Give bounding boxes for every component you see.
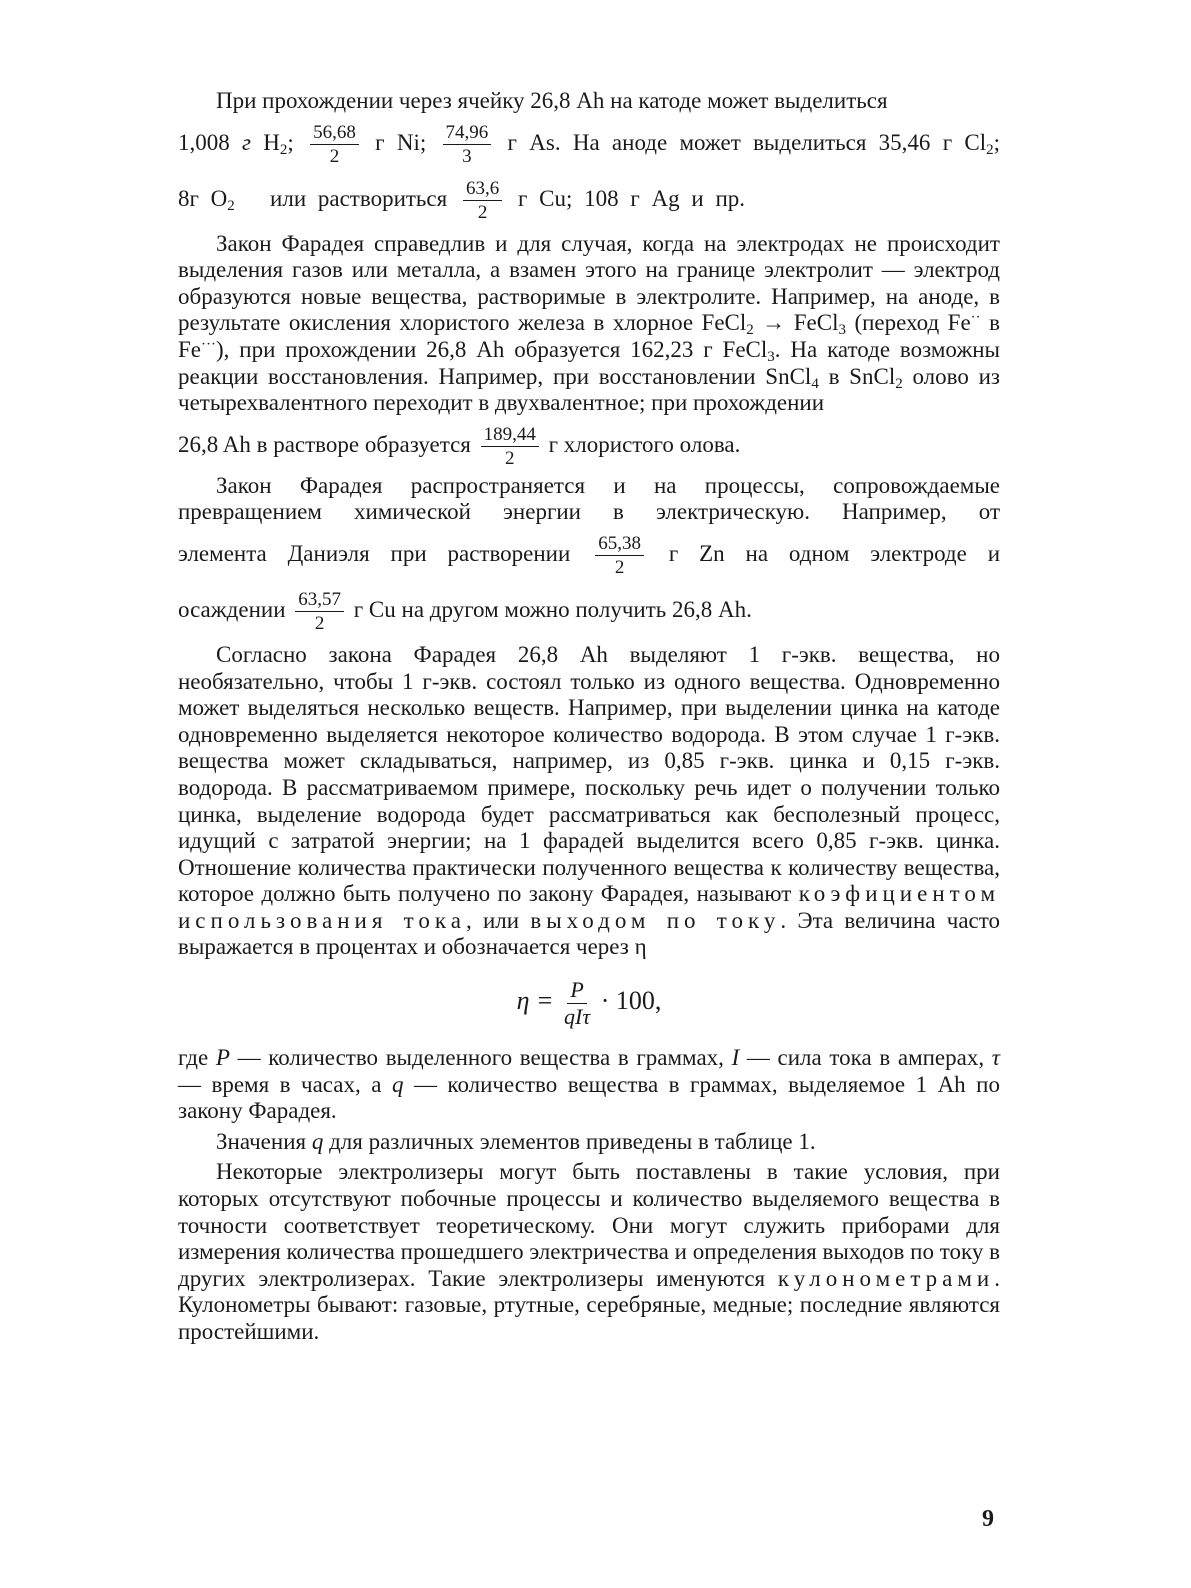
body-text [178,88,1000,1346]
superscript: ·· [970,309,981,326]
fraction-denominator: 2 [329,145,340,167]
paragraph-2 [178,231,1000,417]
paragraph-6 [178,1129,1000,1156]
fraction-numerator: P [567,979,586,1004]
fraction-denominator: 2 [505,447,515,469]
formula-rhs: · 100, [600,986,662,1016]
efficiency-formula [178,971,1000,1031]
fraction-cu-deposit [295,590,344,633]
fraction-denominator: 3 [462,145,472,167]
paragraph-3-line-4 [178,582,1000,638]
text-run: в SnCl [818,363,896,389]
subscript: 4 [811,375,819,392]
text-run: осаждении [178,596,286,622]
fraction-numerator: 56,68 [310,123,359,145]
term-coulometers: кулонометрами [777,1265,995,1291]
fraction-ni [310,123,359,166]
fraction-numerator: 63,6 [463,179,502,201]
paragraph-1-line-1: При прохождении через ячейку 26,8 Ah на катоде может выделиться [216,88,888,113]
fraction-numerator: 189,44 [481,425,539,447]
text-run: (переход Fe [845,310,971,336]
text-run: ; [287,129,294,155]
formula-lhs: η = [516,986,554,1016]
fraction-cu [463,179,502,222]
text-run: , или [465,907,531,933]
fraction-denominator: qIτ [564,1003,591,1029]
text-run: в Fe [178,310,1000,362]
variable: τ [991,1045,1000,1071]
fraction-numerator: 63,57 [295,590,344,612]
paragraph-3-line-3 [178,526,1000,582]
text-run: 8г O [178,185,228,211]
text-run: элемента Даниэля при растворении [178,540,571,566]
text-run: ), при прохождении 26,8 Ah образуется 162,23 г FeCl [216,336,768,362]
variable: q [391,1071,404,1097]
text-run: — количество выделенного вещества в граммах, [229,1045,732,1071]
text-run: г хлористого олова. [548,431,741,457]
text-run: — сила тока в амперах, [739,1045,992,1071]
text-run: . На катоде возможны реакции восстановления. Например, при восстановлении SnCl [178,336,1000,389]
text-run: для различных элементов приведены в таблице 1. [323,1128,816,1154]
fraction-numerator: 65,38 [595,534,644,556]
variable: I [731,1045,740,1071]
paragraph-1-line-2 [178,115,1000,171]
subscript: 3 [838,322,846,339]
text-run: ; [993,129,1001,155]
subscript: 2 [895,375,903,392]
text-run: г [242,129,252,155]
text-run: где [178,1045,216,1071]
text-run: 26,8 Ah в растворе образуется [178,431,471,457]
fraction-numerator: 74,96 [443,123,492,145]
text-run: 1,008 [178,129,230,155]
formula-fraction [564,976,591,1029]
text-run: г As. На аноде может выделиться 35,46 г Cl [507,129,987,155]
text-run: — время в часах, а [178,1071,392,1097]
subscript: 3 [767,348,775,365]
subscript: 2 [279,141,288,158]
fraction-as [443,123,492,166]
text-run: Некоторые электролизеры могут быть поставлены в такие условия, при которых отсутствуют побочные процессы и количество выделяемого вещества в точности соответствует теоретическому. Они могут служить приборами для измерения количества прошедшего электричества и определения выходов по току в других электролизерах. Такие электролизеры именуются [178,1159,1000,1291]
superscript: ··· [201,336,216,353]
page-number: 9 [982,1506,994,1532]
paragraph-1-line-3 [178,171,1000,227]
text-run: Закон Фарадея справедлив и для случая, когда на электродах не происходит выделения газов или металла, а взамен этого на границе электролит — электрод образуются новые вещества, растворимые в электролите. Например, на аноде, в результате окисления хлористого железа в хлорное FeCl [178,230,1000,336]
term-current-efficiency: коэфициентом использования тока [178,881,1000,933]
term-current-yield: выходом по току [530,907,781,933]
paragraph-2-last-line [178,417,1000,473]
text-run: г Zn на одном электроде и [668,540,1001,566]
variable: q [311,1128,324,1154]
text-run: . Кулонометры бывают: газовые, ртутные, серебряные, медные; последние являются простейшими. [178,1265,1000,1344]
paragraph-5 [178,1045,1000,1125]
subscript: 2 [746,322,754,339]
text-run: — количество вещества в граммах, выделяемое 1 Ah по закону Фарадея. [178,1071,1000,1124]
fraction-sn [481,425,539,468]
paragraph-3: Закон Фарадея распространяется и на процессы, сопровождаемые превращением химической энергии в электрическую. Например, от [178,472,1000,525]
fraction-denominator: 2 [314,613,325,635]
text-run: Согласно закона Фарадея 26,8 Ah выделяют 1 г-экв. вещества, но необязательно, чтобы 1 г-экв. состоял только из одного вещества. Одновременно может выделяться несколько веществ. Например, при выделении цинка на катоде одновременно выделяется некоторое количество водорода. В этом случае 1 г-экв. вещества может складываться, например, из 0,85 г-экв. цинка и 0,15 г-экв. водорода. В рассматриваемом примере, поскольку речь идет о получении только цинка, выделение водорода будет рассматриваться как бесполезный процесс, идущий с затратой энергии; на 1 фарадей выделится всего 0,85 г-экв. цинка. Отношение количества практически полученного вещества к количеству вещества, которое должно быть получено по закону Фарадея, называют [178,641,1000,907]
text-run: г Ni; [375,129,427,155]
text-run: . Эта величина часто выражается в процентах и обозначается через η [178,907,1000,960]
text-run: или раствориться [270,185,448,211]
paragraph-4 [178,642,1000,961]
fraction-denominator: 2 [477,201,488,223]
text-run: Значения [216,1128,312,1154]
paragraph-7 [178,1159,1000,1345]
subscript: 2 [227,197,235,214]
text-run: олово из четырехвалентного переходит в двухвалентное; при прохождении [178,363,1001,416]
fraction-denominator: 2 [614,557,625,579]
text-run: H [263,129,280,155]
text-run: → FeCl [753,310,839,336]
subscript: 2 [986,141,994,158]
text-run: г Cu на другом можно получить 26,8 Ah. [353,596,752,622]
fraction-zn [595,534,644,577]
text-run: г Cu; 108 г Ag и пр. [517,185,746,211]
variable: P [215,1045,230,1071]
